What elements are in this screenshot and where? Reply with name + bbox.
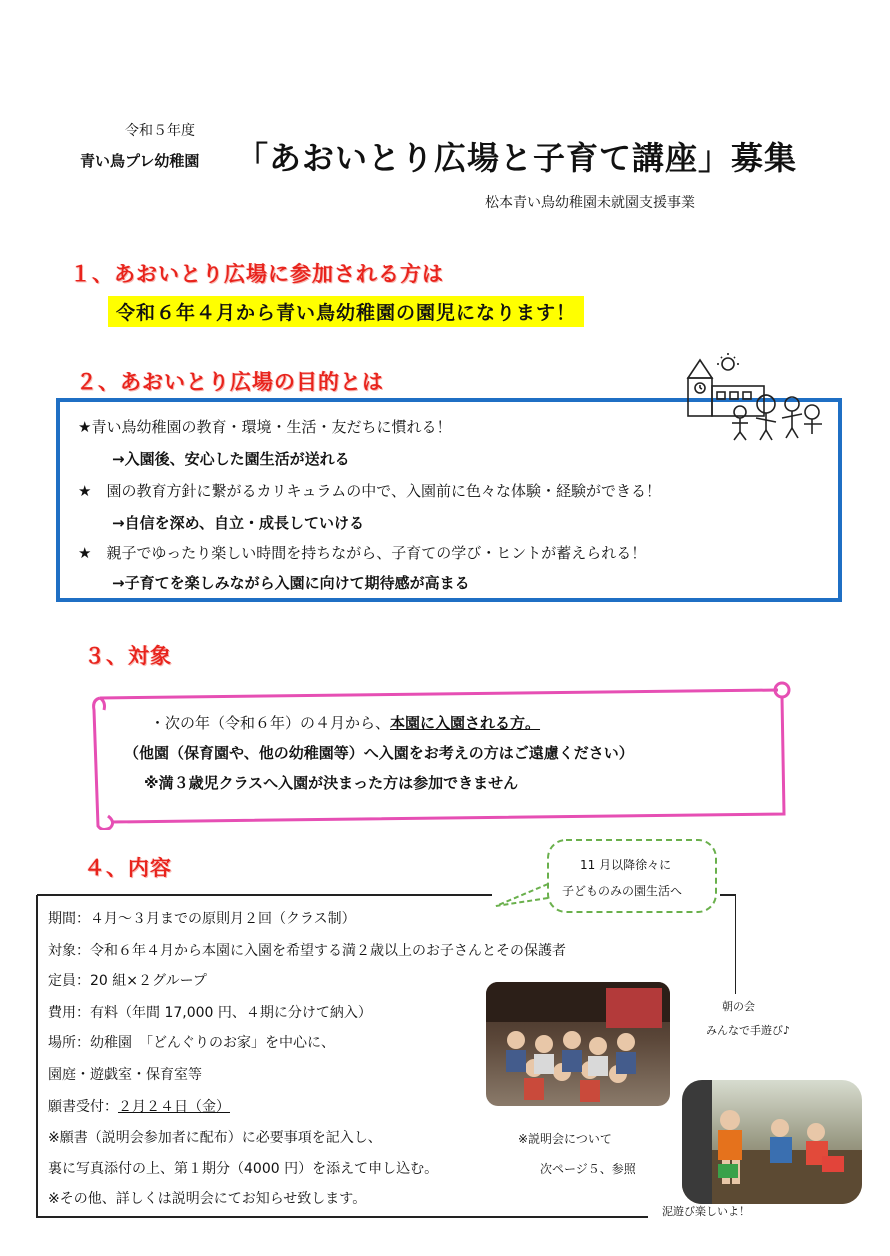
target-line1-emphasis: 本園に入園される方。 — [390, 714, 541, 732]
target-line2: （他園（保育園や、他の幼稚園等）へ入園をお考えの方はご遠慮ください） — [124, 744, 634, 762]
section2-heading: ２、あおいとり広場の目的とは — [76, 370, 384, 394]
purpose-item: ★青い鳥幼稚園の教育・環境・生活・友だちに慣れる！ — [78, 418, 452, 436]
school-name: 青い鳥プレ幼稚園 — [80, 152, 200, 170]
bubble-text-line1: 11 月以降徐々に — [580, 858, 672, 872]
school-children-illustration — [684, 352, 824, 444]
content-place1: 場所：幼稚園 「どんぐりのお家」を中心に、 — [48, 1035, 335, 1051]
target-line1-prefix: ・次の年（令和６年）の４月から、 — [150, 714, 391, 732]
purpose-result: →自信を深め、自立・成長していける — [112, 514, 364, 532]
page-title: 「あおいとり広場と子育て講座」募集 — [236, 139, 798, 177]
purpose-item: ★ 園の教育方針に繋がるカリキュラムの中で、入園前に色々な体験・経験ができる！ — [78, 482, 662, 500]
section3-heading: ３、対象 — [84, 644, 172, 668]
target-line3: ※満３歳児クラスへ入園が決まった方は参加できません — [144, 774, 519, 792]
purpose-result: →子育てを楽しみながら入園に向けて期待感が高まる — [112, 574, 470, 592]
side-note1: ※説明会について — [518, 1132, 612, 1146]
apply-date: ２月２４日（金） — [118, 1099, 230, 1115]
content-capacity: 定員：20 組×２グループ — [48, 973, 207, 989]
content-fee: 費用：有料（年間 17,000 円、４期に分けて納入） — [48, 1005, 372, 1021]
content-note2: 裏に写真添付の上、第１期分（4000 円）を添えて申し込む。 — [48, 1161, 439, 1177]
side-note2: 次ページ５、参照 — [540, 1162, 636, 1176]
content-apply — [48, 1096, 242, 1116]
sponsor-text: 松本青い鳥幼稚園未就園支援事業 — [485, 195, 695, 211]
purpose-item: ★ 親子でゆったり楽しい時間を持ちながら、子育ての学び・ヒントが蓄えられる！ — [78, 544, 647, 562]
purpose-result: →入園後、安心した園生活が送れる — [112, 450, 350, 468]
content-note1: ※願書（説明会参加者に配布）に必要事項を記入し、 — [48, 1130, 382, 1146]
section1-heading: １、あおいとり広場に参加される方は — [70, 262, 444, 286]
content-note3: ※その他、詳しくは説明会にてお知らせ致します。 — [48, 1191, 367, 1207]
mud-play-photo — [682, 1080, 862, 1204]
apply-label: 願書受付： — [48, 1099, 118, 1115]
morning-assembly-photo — [486, 982, 670, 1106]
content-place2: 園庭・遊戯室・保育室等 — [48, 1067, 202, 1083]
header-year: 令和５年度 — [125, 123, 195, 139]
section4-heading: ４、内容 — [84, 856, 172, 880]
bubble-text-line2: 子どものみの園生活へ — [562, 884, 683, 898]
photo1-caption-line1: 朝の会 — [722, 1000, 755, 1013]
content-target: 対象：令和６年４月から本園に入園を希望する満２歳以上のお子さんとその保護者 — [48, 943, 566, 959]
section1-highlight: 令和６年４月から青い鳥幼稚園の園児になります！ — [108, 296, 584, 327]
content-period: 期間：４月～３月までの原則月２回（クラス制） — [48, 911, 356, 927]
target-line1 — [150, 712, 540, 733]
photo1-caption-line2: みんなで手遊び♪ — [706, 1024, 791, 1037]
photo2-caption: 泥遊び楽しいよ！ — [662, 1205, 750, 1218]
